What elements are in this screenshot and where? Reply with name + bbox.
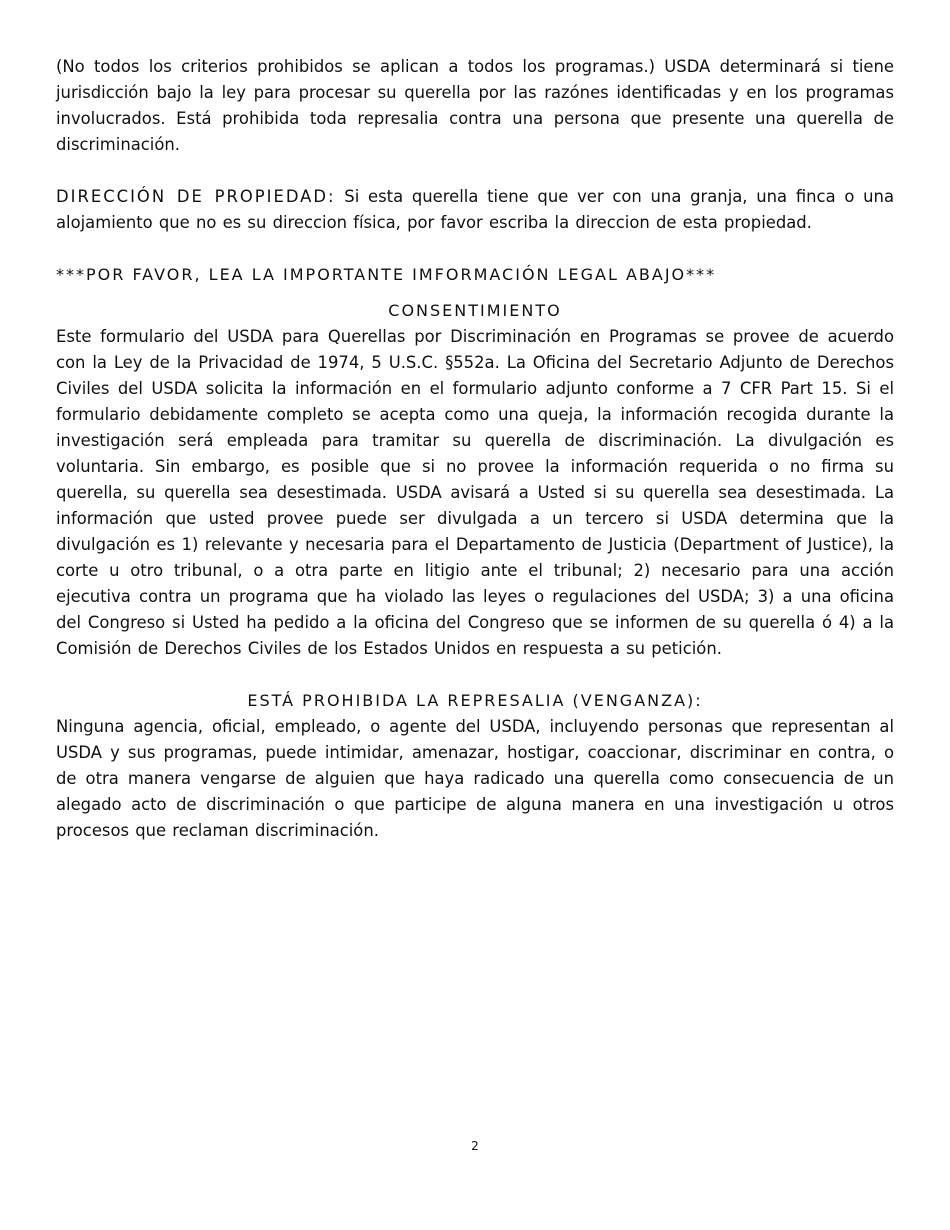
document-page xyxy=(56,54,894,844)
consent-paragraph: Este formulario del USDA para Querellas por Discriminación en Programas se provee de acuerdo con la Ley de la Privacidad de 1974, 5 U.S.C. §552a. La Oficina del Secretario Adjunto de Derechos Civiles del USDA solicita la información en el formulario adjunto conforme a 7 CFR Part 15. Si el formulario debidamente completo se acepta como una queja, la información recogida durante la investigación será empleada para tramitar su querella de discriminación. La divulgación es voluntaria. Sin embargo, es posible que si no provee la información requerida o no firma su querella, su querella sea desestimada. USDA avisará a Usted si su querella sea desestimada. La información que usted provee puede ser divulgada a un tercero si USDA determina que la divulgación es 1) relevante y necesaria para el Departamento de Justicia (Department of Justice), la corte u otro tribunal, o a otra parte en litigio ante el tribunal; 2) necesario para una acción ejecutiva contra un programa que ha violado las leyes o regulaciones del USDA; 3) a una oficina del Congreso si Usted ha pedido a la oficina del Congreso que se informen de su querella ó 4) a la Comisión de Derechos Civiles de los Estados Unidos en respuesta a su petición. xyxy=(56,327,894,658)
spacer xyxy=(56,236,894,262)
retaliation-paragraph: Ninguna agencia, oficial, empleado, o agente del USDA, incluyendo personas que representan al USDA y sus programas, puede intimidar, amenazar, hostigar, coaccionar, discriminar en contra, o de otra manera vengarse de alguien que haya radicado una querella como consecuencia de un alegado acto de discriminación o que participe de alguna manera en una investigación u otros procesos que reclaman discriminación. xyxy=(56,717,894,840)
spacer xyxy=(56,288,894,298)
legal-notice: ***POR FAVOR, LEA LA IMPORTANTE IMFORMACIÓN LEGAL ABAJO*** xyxy=(56,265,717,284)
property-address-paragraph xyxy=(56,184,894,236)
page-number: 2 xyxy=(471,1139,479,1153)
property-address-text: Si esta querella tiene que ver con una granja, una finca o una alojamiento que no es su direccion física, por favor escriba la direccion de esta propiedad. xyxy=(56,187,894,232)
spacer xyxy=(56,158,894,184)
spacer xyxy=(56,662,894,688)
consent-heading: CONSENTIMIENTO xyxy=(388,301,562,320)
jurisdiction-paragraph: (No todos los criterios prohibidos se aplican a todos los programas.) USDA determinará si tiene jurisdicción bajo la ley para procesar su querella por las razónes identificadas y en los programas involucrados. Está prohibida toda represalia contra una persona que presente una querella de discriminación. xyxy=(56,57,894,154)
retaliation-heading: ESTÁ PROHIBIDA LA REPRESALIA (VENGANZA): xyxy=(247,691,703,710)
property-address-label: DIRECCIÓN DE PROPIEDAD: xyxy=(56,187,336,206)
